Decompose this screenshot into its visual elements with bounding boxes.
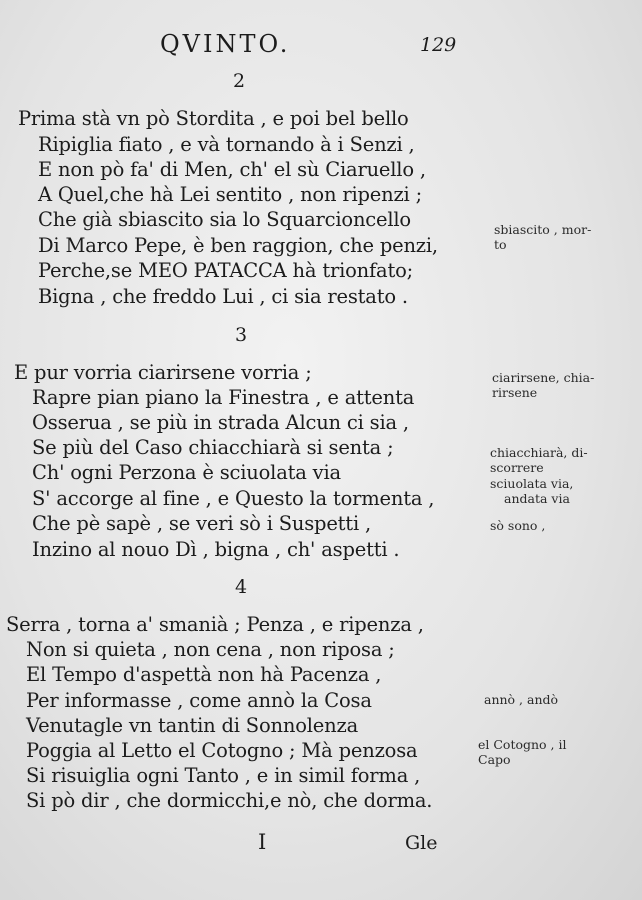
gloss-line: scorrere: [490, 460, 544, 475]
verse-line: Rapre pian piano la Finestra , e attenta: [32, 386, 415, 409]
verse-line: Perche,se MEO PATACCA hà trionfato;: [38, 259, 414, 282]
marginal-gloss: [490, 518, 630, 533]
stanza-number: 3: [234, 324, 248, 346]
verse-line: Inzino al nouo Dì , bigna , ch' aspetti .: [32, 538, 400, 561]
verse-line: Poggia al Letto el Cotogno ; Mà penzosa: [26, 739, 418, 762]
verse-line: Osserua , se più in strada Alcun ci sia ,: [32, 411, 409, 434]
verse-line: A Quel,che hà Lei sentito , non ripenzi ;: [38, 183, 422, 206]
gloss-line: sbiascito , mor-: [494, 222, 592, 237]
signature-mark: I: [258, 830, 267, 854]
verse-line: Se più del Caso chiacchiarà si senta ;: [32, 436, 394, 459]
verse-line: Prima stà vn pò Stordita , e poi bel bello: [18, 107, 409, 130]
verse-line: Ch' ogni Perzona è sciuolata via: [32, 461, 341, 484]
marginal-gloss: [494, 222, 634, 252]
gloss-line: Capo: [478, 752, 511, 767]
verse-line: Non si quieta , non cena , non riposa ;: [26, 638, 395, 661]
verse-line: Che già sbiascito sia lo Squarcioncello: [38, 208, 411, 231]
page-number: 129: [420, 34, 457, 56]
gloss-line: to: [494, 237, 507, 252]
verse-line: El Tempo d'aspettà non hà Pacenza ,: [26, 663, 382, 686]
verse-line: Bigna , che freddo Lui , ci sia restato .: [38, 285, 408, 308]
stanza-number: 2: [232, 70, 246, 92]
marginal-gloss: [490, 476, 630, 506]
gloss-line: andata via: [504, 491, 570, 506]
verse-line: Ripiglia fiato , e và tornando à i Senzi ,: [38, 133, 415, 156]
verse-line: Serra , torna a' smanià ; Penza , e ripenza ,: [6, 613, 424, 636]
marginal-gloss: [478, 737, 618, 767]
verse-line: Che pè sapè , se veri sò i Suspetti ,: [32, 512, 371, 535]
marginal-gloss: [492, 370, 632, 400]
marginal-gloss: [484, 692, 624, 707]
verse-line: E pur vorria ciarirsene vorria ;: [14, 361, 312, 384]
running-head: QVINTO.: [160, 30, 291, 58]
verse-line: Si risuiglia ogni Tanto , e in simil forma ,: [26, 764, 421, 787]
gloss-line: annò , andò: [484, 692, 559, 707]
gloss-line: sò sono ,: [490, 518, 546, 533]
verse-line: E non pò fa' di Men, ch' el sù Ciaruello ,: [38, 158, 426, 181]
marginal-gloss: [490, 445, 630, 475]
gloss-line: rirsene: [492, 385, 538, 400]
verse-line: Venutagle vn tantin di Sonnolenza: [26, 714, 359, 737]
gloss-line: sciuolata via,: [490, 476, 574, 491]
verse-line: S' accorge al fine , e Questo la tormenta ,: [32, 487, 435, 510]
verse-line: Per informasse , come annò la Cosa: [26, 689, 372, 712]
stanza-number: 4: [234, 576, 248, 598]
gloss-line: ciarirsene, chia-: [492, 370, 595, 385]
page-header: [0, 30, 642, 70]
verse-line: Si pò dir , che dormicchi,e nò, che dorma.: [26, 789, 433, 812]
verse-line: Di Marco Pepe, è ben raggion, che penzi,: [38, 234, 438, 257]
gloss-line: chiacchiarà, di-: [490, 445, 588, 460]
gloss-line: el Cotogno , il: [478, 737, 567, 752]
catchword: Gle: [405, 832, 438, 854]
